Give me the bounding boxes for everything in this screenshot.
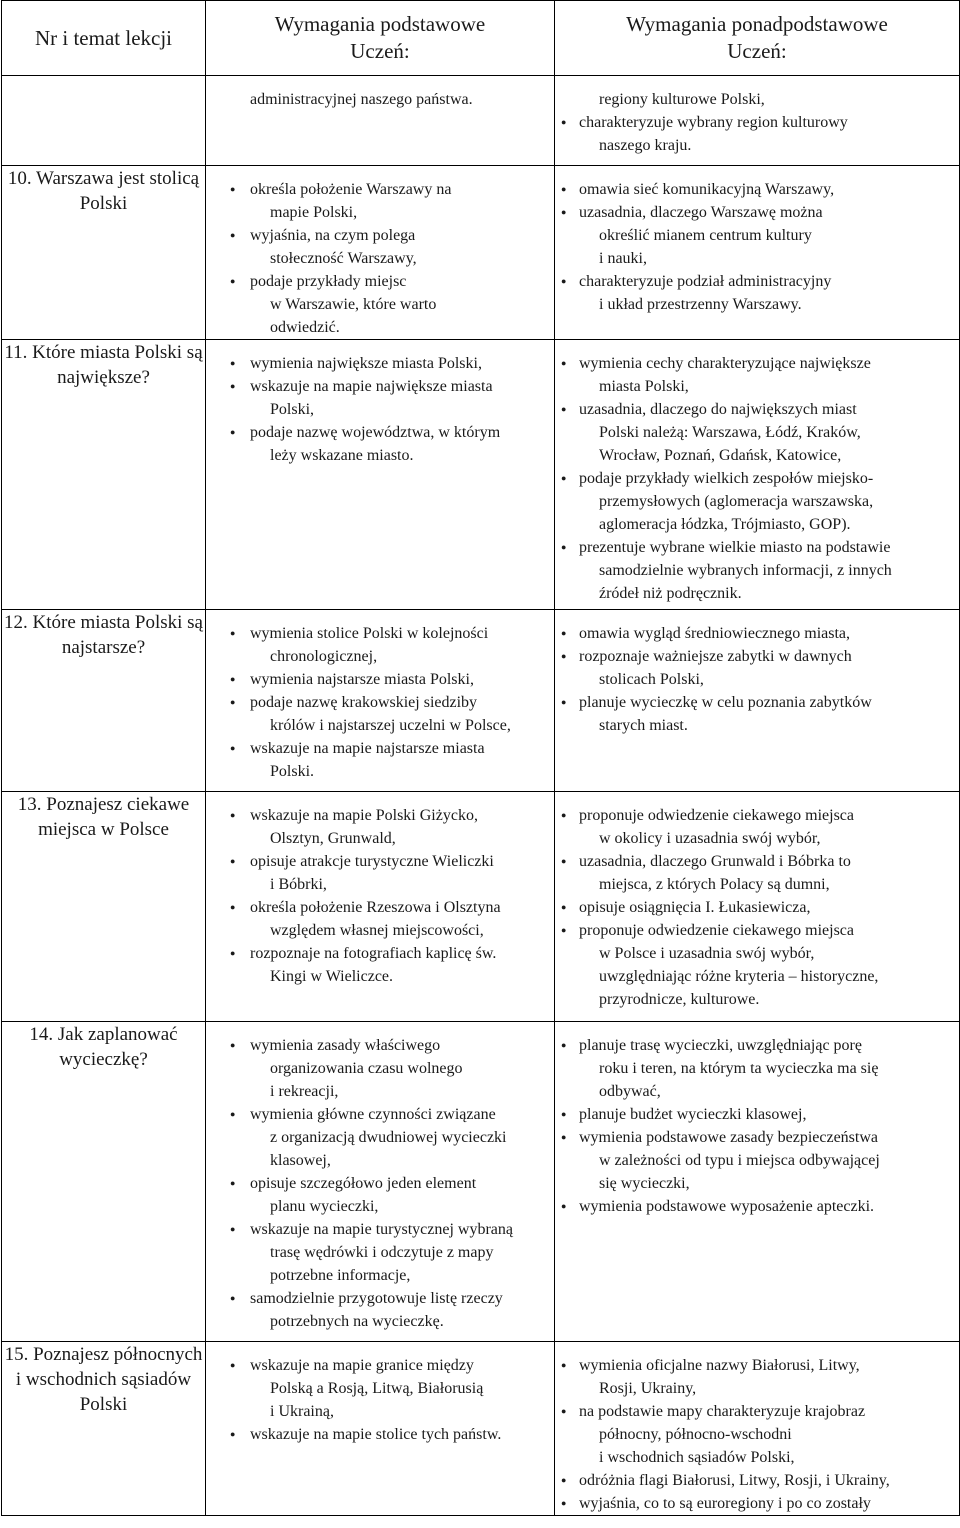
list-item (206, 1034, 548, 1103)
bullet-icon: ● (561, 697, 567, 707)
list-item (555, 467, 953, 536)
requirement-list (206, 166, 554, 339)
bullet-icon: ● (561, 1498, 567, 1508)
list-item (206, 1354, 548, 1423)
requirement-text: i układ przestrzenny Warszawy. (599, 296, 802, 313)
requirement-list (206, 792, 554, 988)
requirement-text: wskazuje na mapie granice między (250, 1357, 474, 1374)
requirement-text: podaje przykłady miejsc (250, 273, 407, 290)
list-item (206, 804, 548, 850)
requirement-text: w zależności od typu i miejsca odbywającej (599, 1152, 880, 1169)
bullet-icon: ● (230, 1040, 236, 1050)
list-item (206, 352, 548, 375)
list-item (206, 1423, 548, 1446)
requirement-text: względem własnej miejscowości, (270, 922, 484, 939)
list-item (555, 1103, 953, 1126)
list-item (555, 111, 953, 157)
requirement-text: uwzględniając różne kryteria – historyczne, (599, 968, 879, 985)
bullet-icon: ● (561, 276, 567, 286)
extended-requirements (555, 792, 960, 1022)
list-item (555, 691, 953, 737)
requirement-text: potrzebne informacje, (270, 1267, 411, 1284)
basic-requirements (206, 166, 555, 340)
requirement-text: wyjaśnia, na czym polega (250, 227, 416, 244)
list-item (555, 1400, 953, 1469)
requirement-text: wymienia największe miasta Polski, (250, 355, 482, 372)
requirement-text: prezentuje wybrane wielkie miasto na podstawie (579, 539, 891, 556)
requirement-text: organizowania czasu wolnego (270, 1060, 463, 1077)
lesson-topic: 15. Poznajesz północnych i wschodnich sąsiadów Polski (2, 1342, 206, 1516)
requirement-text: planuje budżet wycieczki klasowej, (579, 1106, 807, 1123)
basic-requirements (206, 340, 555, 610)
basic-requirements (206, 1022, 555, 1342)
bullet-icon: ● (561, 925, 567, 935)
header-extended: Wymagania ponadpodstawowe Uczeń: (555, 1, 960, 76)
bullet-icon: ● (230, 427, 236, 437)
lesson-topic: 14. Jak zaplanować wycieczkę? (2, 1022, 206, 1342)
extended-requirements (555, 1342, 960, 1516)
list-item (206, 270, 548, 339)
requirement-list (206, 76, 554, 111)
list-item (555, 896, 953, 919)
list-item (206, 178, 548, 224)
requirement-text: planu wycieczki, (270, 1198, 379, 1215)
bullet-icon: ● (561, 358, 567, 368)
requirement-text: naszego kraju. (599, 137, 692, 154)
bullet-icon: ● (561, 473, 567, 483)
requirement-text: wyjaśnia, co to są euroregiony i po co zostały (579, 1495, 871, 1512)
requirement-text: w Polsce i uzasadnia swój wybór, (599, 945, 815, 962)
curriculum-table (1, 0, 960, 1516)
requirement-list (555, 1342, 959, 1515)
bullet-icon: ● (561, 117, 567, 127)
list-item (555, 645, 953, 691)
requirement-text: podaje nazwę województwa, w którym (250, 424, 501, 441)
bullet-icon: ● (561, 902, 567, 912)
requirement-text: wymienia główne czynności związane (250, 1106, 496, 1123)
requirement-text: rozpoznaje ważniejsze zabytki w dawnych (579, 648, 852, 665)
bullet-icon: ● (230, 628, 236, 638)
basic-requirements (206, 1342, 555, 1516)
basic-requirements (206, 792, 555, 1022)
bullet-icon: ● (561, 1475, 567, 1485)
list-item (555, 919, 953, 1011)
requirement-list (206, 610, 554, 783)
list-item (555, 804, 953, 850)
requirement-text: wskazuje na mapie najstarsze miasta (250, 740, 485, 757)
requirement-text: w Warszawie, które warto (270, 296, 437, 313)
bullet-icon: ● (230, 276, 236, 286)
requirement-text: wskazuje na mapie stolice tych państw. (250, 1426, 502, 1443)
requirement-text: miejsca, z których Polacy są dumni, (599, 876, 830, 893)
header-row (2, 1, 960, 76)
requirement-list (206, 340, 554, 467)
list-item (206, 668, 548, 691)
requirement-text: rozpoznaje na fotografiach kaplicę św. (250, 945, 497, 962)
requirement-text: Polski. (270, 763, 315, 780)
requirement-text: wymienia podstawowe wyposażenie apteczki. (579, 1198, 875, 1215)
requirement-text: Rosji, Ukrainy, (599, 1380, 697, 1397)
requirement-list (555, 340, 959, 605)
list-item (555, 398, 953, 467)
requirement-text: chronologicznej, (270, 648, 378, 665)
list-item (555, 1354, 953, 1400)
requirement-text: podaje nazwę krakowskiej siedziby (250, 694, 478, 711)
requirement-text: i Ukrainą, (270, 1403, 334, 1420)
extended-requirements (555, 340, 960, 610)
bullet-icon: ● (230, 810, 236, 820)
bullet-icon: ● (230, 743, 236, 753)
bullet-icon: ● (230, 381, 236, 391)
requirement-text: roku i teren, na którym ta wycieczka ma się (599, 1060, 879, 1077)
requirement-text: Olsztyn, Grunwald, (270, 830, 396, 847)
list-item (206, 1218, 548, 1287)
lesson-topic: 12. Które miasta Polski są najstarsze? (2, 610, 206, 792)
bullet-icon: ● (561, 856, 567, 866)
requirement-text: Kingi w Wieliczce. (270, 968, 394, 985)
bullet-icon: ● (230, 358, 236, 368)
requirement-text: uzasadnia, dlaczego Warszawę można (579, 204, 823, 221)
list-item (555, 1492, 953, 1515)
extended-requirements (555, 76, 960, 166)
extended-requirements (555, 166, 960, 340)
requirement-list (206, 1342, 554, 1446)
requirement-text: wymienia stolice Polski w kolejności (250, 625, 489, 642)
requirement-text: określa położenie Rzeszowa i Olsztyna (250, 899, 501, 916)
requirement-text: i rekreacji, (270, 1083, 339, 1100)
requirement-text: i nauki, (599, 250, 647, 267)
table-row (2, 340, 960, 610)
bullet-icon: ● (230, 1109, 236, 1119)
list-item (206, 622, 548, 668)
bullet-icon: ● (230, 1224, 236, 1234)
requirement-text: źródeł niż podręcznik. (599, 585, 742, 602)
requirement-text: i wschodnich sąsiadów Polski, (599, 1449, 795, 1466)
list-item (206, 421, 548, 467)
bullet-icon: ● (230, 1360, 236, 1370)
requirement-text: charakteryzuje podział administracyjny (579, 273, 832, 290)
requirement-text: potrzebnych na wycieczkę. (270, 1313, 444, 1330)
bullet-icon: ● (561, 1040, 567, 1050)
list-item (206, 737, 548, 783)
requirement-text: charakteryzuje wybrany region kulturowy (579, 114, 848, 131)
requirement-text: omawia sieć komunikacyjną Warszawy, (579, 181, 835, 198)
list-item (206, 375, 548, 421)
list-item (555, 850, 953, 896)
requirement-text: klasowej, (270, 1152, 331, 1169)
requirement-text: proponuje odwiedzenie ciekawego miejsca (579, 807, 854, 824)
bullet-icon: ● (230, 230, 236, 240)
header-topic: Nr i temat lekcji (2, 1, 206, 76)
list-item (555, 201, 953, 270)
requirement-text: opisuje atrakcje turystyczne Wieliczki (250, 853, 494, 870)
requirement-text: aglomeracja łódzka, Trójmiasto, GOP). (599, 516, 851, 533)
lesson-topic: 13. Poznajesz ciekawe miejsca w Polsce (2, 792, 206, 1022)
requirement-list (206, 1022, 554, 1333)
table-row (2, 166, 960, 340)
requirement-text: Polski, (270, 401, 315, 418)
table-row (2, 1342, 960, 1516)
requirement-text: samodzielnie przygotowuje listę rzeczy (250, 1290, 503, 1307)
requirement-text: proponuje odwiedzenie ciekawego miejsca (579, 922, 854, 939)
requirement-text: wymienia oficjalne nazwy Białorusi, Litwy, (579, 1357, 860, 1374)
requirement-text: i Bóbrki, (270, 876, 327, 893)
requirement-text: Polską a Rosją, Litwą, Białorusią (270, 1380, 484, 1397)
extended-requirements (555, 1022, 960, 1342)
bullet-icon: ● (561, 542, 567, 552)
list-item (206, 942, 548, 988)
requirement-text: stolicach Polski, (599, 671, 704, 688)
requirement-text: wskazuje na mapie Polski Giżycko, (250, 807, 478, 824)
basic-requirements (206, 610, 555, 792)
requirement-text: północny, północno-wschodni (599, 1426, 792, 1443)
list-item (555, 178, 953, 201)
continued-text: regiony kulturowe Polski, (599, 91, 765, 108)
requirement-list (555, 1022, 959, 1218)
list-item (555, 270, 953, 316)
requirement-list (555, 76, 959, 157)
bullet-icon: ● (561, 1201, 567, 1211)
requirement-text: się wycieczki, (599, 1175, 690, 1192)
bullet-icon: ● (561, 628, 567, 638)
list-item (206, 224, 548, 270)
bullet-icon: ● (230, 948, 236, 958)
list-item (206, 691, 548, 737)
requirement-text: określić mianem centrum kultury (599, 227, 812, 244)
requirement-text: samodzielnie wybranych informacji, z innych (599, 562, 892, 579)
bullet-icon: ● (561, 1132, 567, 1142)
list-item (555, 536, 953, 605)
lesson-topic: 10. Warszawa jest stolicą Polski (2, 166, 206, 340)
requirement-text: podaje przykłady wielkich zespołów miejsko- (579, 470, 874, 487)
requirement-text: Polski należą: Warszawa, Łódź, Kraków, (599, 424, 861, 441)
bullet-icon: ● (230, 1293, 236, 1303)
requirement-text: przemysłowych (aglomeracja warszawska, (599, 493, 874, 510)
requirement-text: uzasadnia, dlaczego do największych miast (579, 401, 857, 418)
requirement-text: Wrocław, Poznań, Gdańsk, Katowice, (599, 447, 842, 464)
requirement-text: wskazuje na mapie turystycznej wybraną (250, 1221, 514, 1238)
bullet-icon: ● (561, 207, 567, 217)
requirement-text: odwiedzić. (270, 319, 340, 336)
bullet-icon: ● (561, 1406, 567, 1416)
requirement-text: uzasadnia, dlaczego Grunwald i Bóbrka to (579, 853, 851, 870)
requirement-text: na podstawie mapy charakteryzuje krajobraz (579, 1403, 866, 1420)
requirement-text: w okolicy i uzasadnia swój wybór, (599, 830, 821, 847)
requirement-list (555, 610, 959, 737)
bullet-icon: ● (230, 1178, 236, 1188)
requirement-text: królów i najstarszej uczelni w Polsce, (270, 717, 511, 734)
requirement-text: planuje wycieczkę w celu poznania zabytków (579, 694, 872, 711)
requirement-text: odróżnia flagi Białorusi, Litwy, Rosji, i Ukrainy, (579, 1472, 890, 1489)
bullet-icon: ● (561, 404, 567, 414)
bullet-icon: ● (230, 674, 236, 684)
requirement-text: mapie Polski, (270, 204, 358, 221)
bullet-icon: ● (561, 184, 567, 194)
bullet-icon: ● (230, 184, 236, 194)
requirement-text: wskazuje na mapie największe miasta (250, 378, 493, 395)
continued-text: administracyjnej naszego państwa. (250, 91, 473, 108)
requirement-text: przyrodnicze, kulturowe. (599, 991, 760, 1008)
requirement-list (555, 792, 959, 1011)
requirement-text: stołeczność Warszawy, (270, 250, 417, 267)
requirement-text: z organizacją dwudniowej wycieczki (270, 1129, 507, 1146)
table-row (2, 792, 960, 1022)
header-basic: Wymagania podstawowe Uczeń: (206, 1, 555, 76)
requirement-text: opisuje osiągnięcia I. Łukasiewicza, (579, 899, 811, 916)
list-item (555, 1034, 953, 1103)
bullet-icon: ● (561, 651, 567, 661)
bullet-icon: ● (230, 697, 236, 707)
list-item (206, 1103, 548, 1172)
list-item (555, 1195, 953, 1218)
extended-requirements (555, 610, 960, 792)
bullet-icon: ● (230, 1429, 236, 1439)
bullet-icon: ● (561, 810, 567, 820)
list-item (206, 1172, 548, 1218)
bullet-icon: ● (561, 1360, 567, 1370)
list-item (555, 352, 953, 398)
requirement-text: planuje trasę wycieczki, uwzględniając porę (579, 1037, 862, 1054)
list-item (555, 1126, 953, 1195)
list-item (206, 1287, 548, 1333)
requirement-text: wymienia cechy charakteryzujące największe (579, 355, 871, 372)
basic-requirements (206, 76, 555, 166)
requirement-text: wymienia podstawowe zasady bezpieczeństwa (579, 1129, 878, 1146)
bullet-icon: ● (230, 856, 236, 866)
requirement-text: starych miast. (599, 717, 688, 734)
list-item (206, 850, 548, 896)
requirement-text: określa położenie Warszawy na (250, 181, 452, 198)
requirement-text: odbywać, (599, 1083, 661, 1100)
list-item (555, 622, 953, 645)
requirement-text: miasta Polski, (599, 378, 689, 395)
table-row (2, 610, 960, 792)
requirement-text: opisuje szczegółowo jeden element (250, 1175, 477, 1192)
table-row (2, 76, 960, 166)
lesson-topic: 11. Które miasta Polski są największe? (2, 340, 206, 610)
requirement-list (555, 166, 959, 316)
requirement-text: wymienia zasady właściwego (250, 1037, 441, 1054)
bullet-icon: ● (561, 1109, 567, 1119)
requirement-text: wymienia najstarsze miasta Polski, (250, 671, 474, 688)
requirement-text: omawia wygląd średniowiecznego miasta, (579, 625, 851, 642)
requirement-text: trasę wędrówki i odczytuje z mapy (270, 1244, 494, 1261)
list-item (555, 1469, 953, 1492)
list-item (206, 896, 548, 942)
table-row (2, 1022, 960, 1342)
bullet-icon: ● (230, 902, 236, 912)
lesson-topic (2, 76, 206, 166)
requirement-text: leży wskazane miasto. (270, 447, 414, 464)
